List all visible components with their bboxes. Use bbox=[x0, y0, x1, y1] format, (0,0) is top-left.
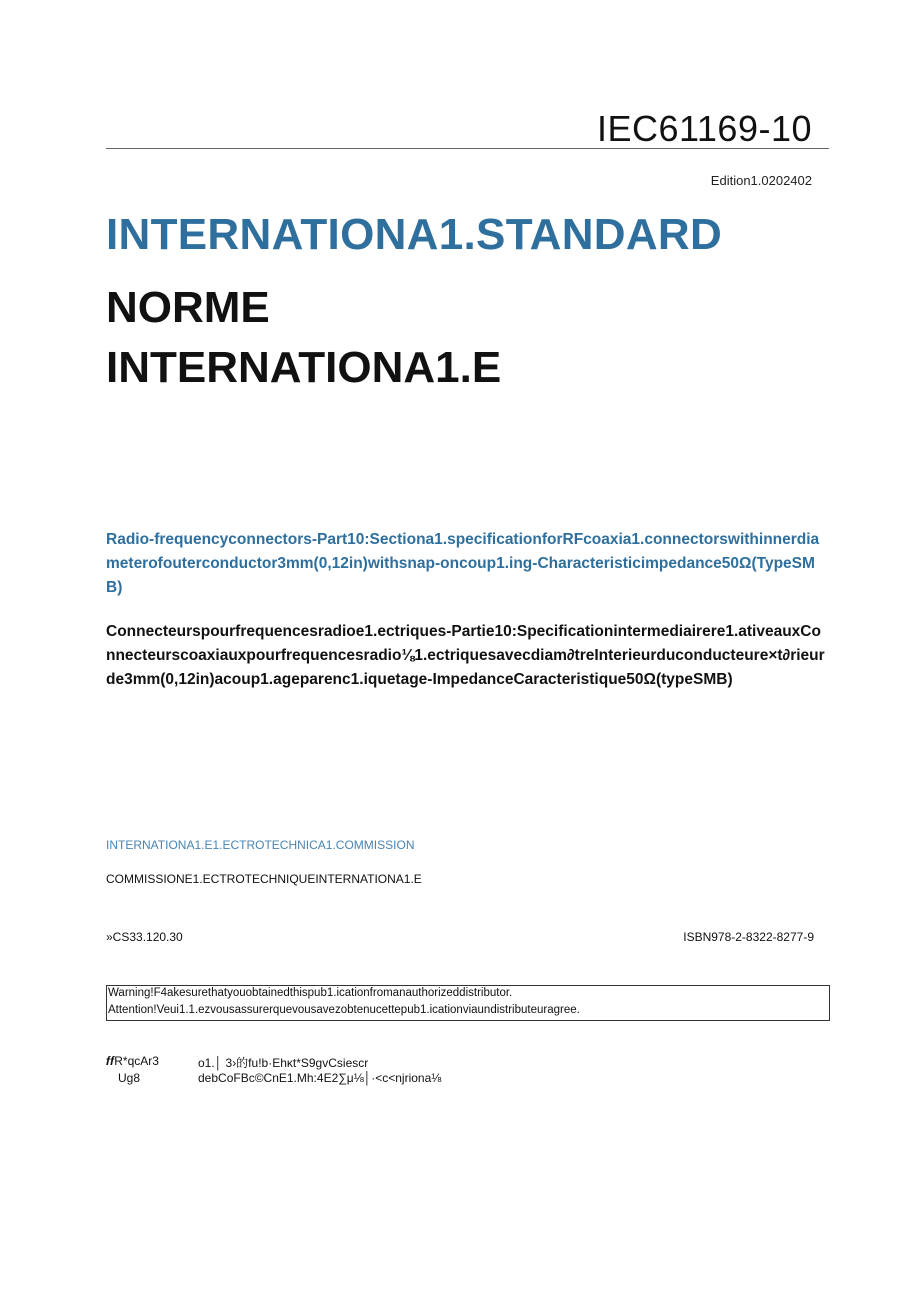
isbn: ISBN978-2-8322-8277-9 bbox=[683, 930, 814, 944]
footer-text-line2-left: Ug8 bbox=[118, 1071, 141, 1085]
organization-french: COMMISSIONE1.ECTROTECHNIQUEINTERNATIONA1.E bbox=[106, 872, 422, 886]
document-number: IEC61169-10 bbox=[597, 108, 812, 149]
edition-label: Edition1.0202402 bbox=[710, 173, 812, 188]
warning-box bbox=[106, 985, 830, 1021]
footer-text-line2-right: debCoFBc©CnE1.Mh:4E2∑μ⅛│·<c<njriona⅛ bbox=[198, 1071, 442, 1085]
subtitle-english: Radio-frequencyconnectors-Part10:Sectiona1.specificationforRFcoaxia1.connectorswithinnerdiameterofouterconductor3mm(0,12in)withsnap-oncoup1.ing-Characteristicimpedance50Ω(TypeSMB) bbox=[106, 531, 820, 596]
organization-english: INTERNATIONA1.E1.ECTROTECHNICA1.COMMISSION bbox=[106, 838, 415, 852]
ics-code: »CS33.120.30 bbox=[106, 930, 183, 944]
title-english: INTERNATIONA1.STANDARD bbox=[106, 210, 723, 259]
warning-english: Warning!F4akesurethatyouobtainedthispub1.icationfromanauthorizeddistributor. bbox=[108, 987, 513, 999]
header-divider bbox=[106, 148, 829, 149]
title-french-line2: INTERNATIONA1.E bbox=[106, 343, 502, 392]
footer-text-line1-right: o1.│ 3›的fu!b·Ehκt*S9gvCsiescr bbox=[198, 1056, 369, 1070]
title-french-line1: NORME bbox=[106, 283, 270, 332]
warning-french: Attention!Veui1.1.ezvousassurerquevousavezobtenucettepub1.icationviaundistributeuragree. bbox=[108, 1004, 580, 1016]
subtitle-french: Connecteurspourfrequencesradioe1.ectriques-Partie10:Specificationintermediairere1.ativeauxConnecteurscoaxiauxpourfrequencesradio⅛1.ectriquesavecdiam∂treInterieurduconducteure×t∂rieurde3mm(0,12in)acoup1.ageparenc1.iquetage-ImpedanceCaracteristique50Ω(typeSMB) bbox=[106, 623, 825, 688]
footer-text-line1-left: 𝒇𝒇R*qcAr3 bbox=[106, 1054, 159, 1068]
